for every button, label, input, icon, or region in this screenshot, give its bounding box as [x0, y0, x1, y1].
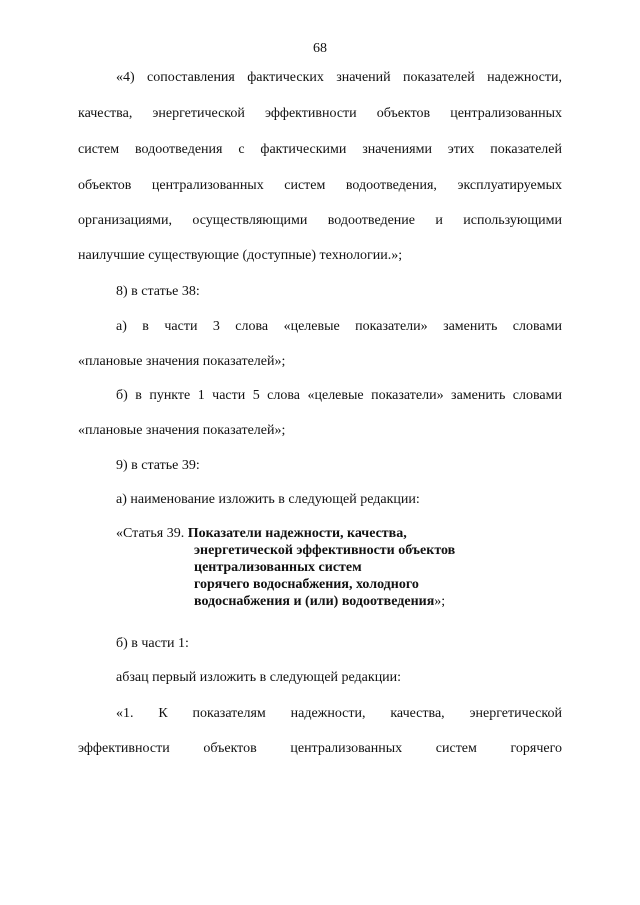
paragraph-line: качества, энергетической эффективности объектов централизованных — [78, 106, 562, 121]
paragraph-line: организациями, осуществляющими водоотведение и использующими — [78, 213, 562, 228]
item-8b-line: «плановые значения показателей»; — [78, 423, 286, 438]
article-title-line: централизованных систем — [194, 560, 362, 575]
item-8a-line: «плановые значения показателей»; — [78, 354, 286, 369]
article-suffix: »; — [434, 594, 446, 609]
abzac-line: абзац первый изложить в следующей редакции: — [116, 670, 402, 685]
paragraph-line: наилучшие существующие (доступные) технологии.»; — [78, 248, 403, 263]
page-number: 68 — [313, 41, 327, 56]
article-title-line: энергетической эффективности объектов — [194, 543, 456, 558]
article-heading-line — [116, 525, 562, 542]
article-heading — [116, 525, 562, 610]
paragraph-line: систем водоотведения с фактическими значениями этих показателей — [78, 142, 562, 157]
item-9a: а) наименование изложить в следующей редакции: — [116, 492, 420, 507]
item-9b: б) в части 1: — [116, 636, 189, 651]
article-title-line: Показатели надежности, качества, — [187, 526, 407, 541]
final-line: эффективности объектов централизованных систем горячего — [78, 741, 562, 756]
item-8: 8) в статье 38: — [116, 284, 200, 299]
item-9: 9) в статье 39: — [116, 458, 200, 473]
article-prefix: «Статья 39. — [116, 526, 188, 541]
item-8b-line: б) в пункте 1 части 5 слова «целевые показатели» заменить словами — [116, 388, 562, 403]
article-title-line: горячего водоснабжения, холодного — [194, 577, 419, 592]
article-heading-line — [116, 593, 562, 610]
final-line: «1. К показателям надежности, качества, энергетической — [116, 706, 562, 721]
item-8a-line: а) в части 3 слова «целевые показатели» заменить словами — [116, 319, 562, 334]
article-title-line: водоснабжения и (или) водоотведения — [194, 594, 435, 609]
paragraph-line: «4) сопоставления фактических значений показателей надежности, — [116, 70, 562, 85]
paragraph-line: объектов централизованных систем водоотведения, эксплуатируемых — [78, 178, 562, 193]
